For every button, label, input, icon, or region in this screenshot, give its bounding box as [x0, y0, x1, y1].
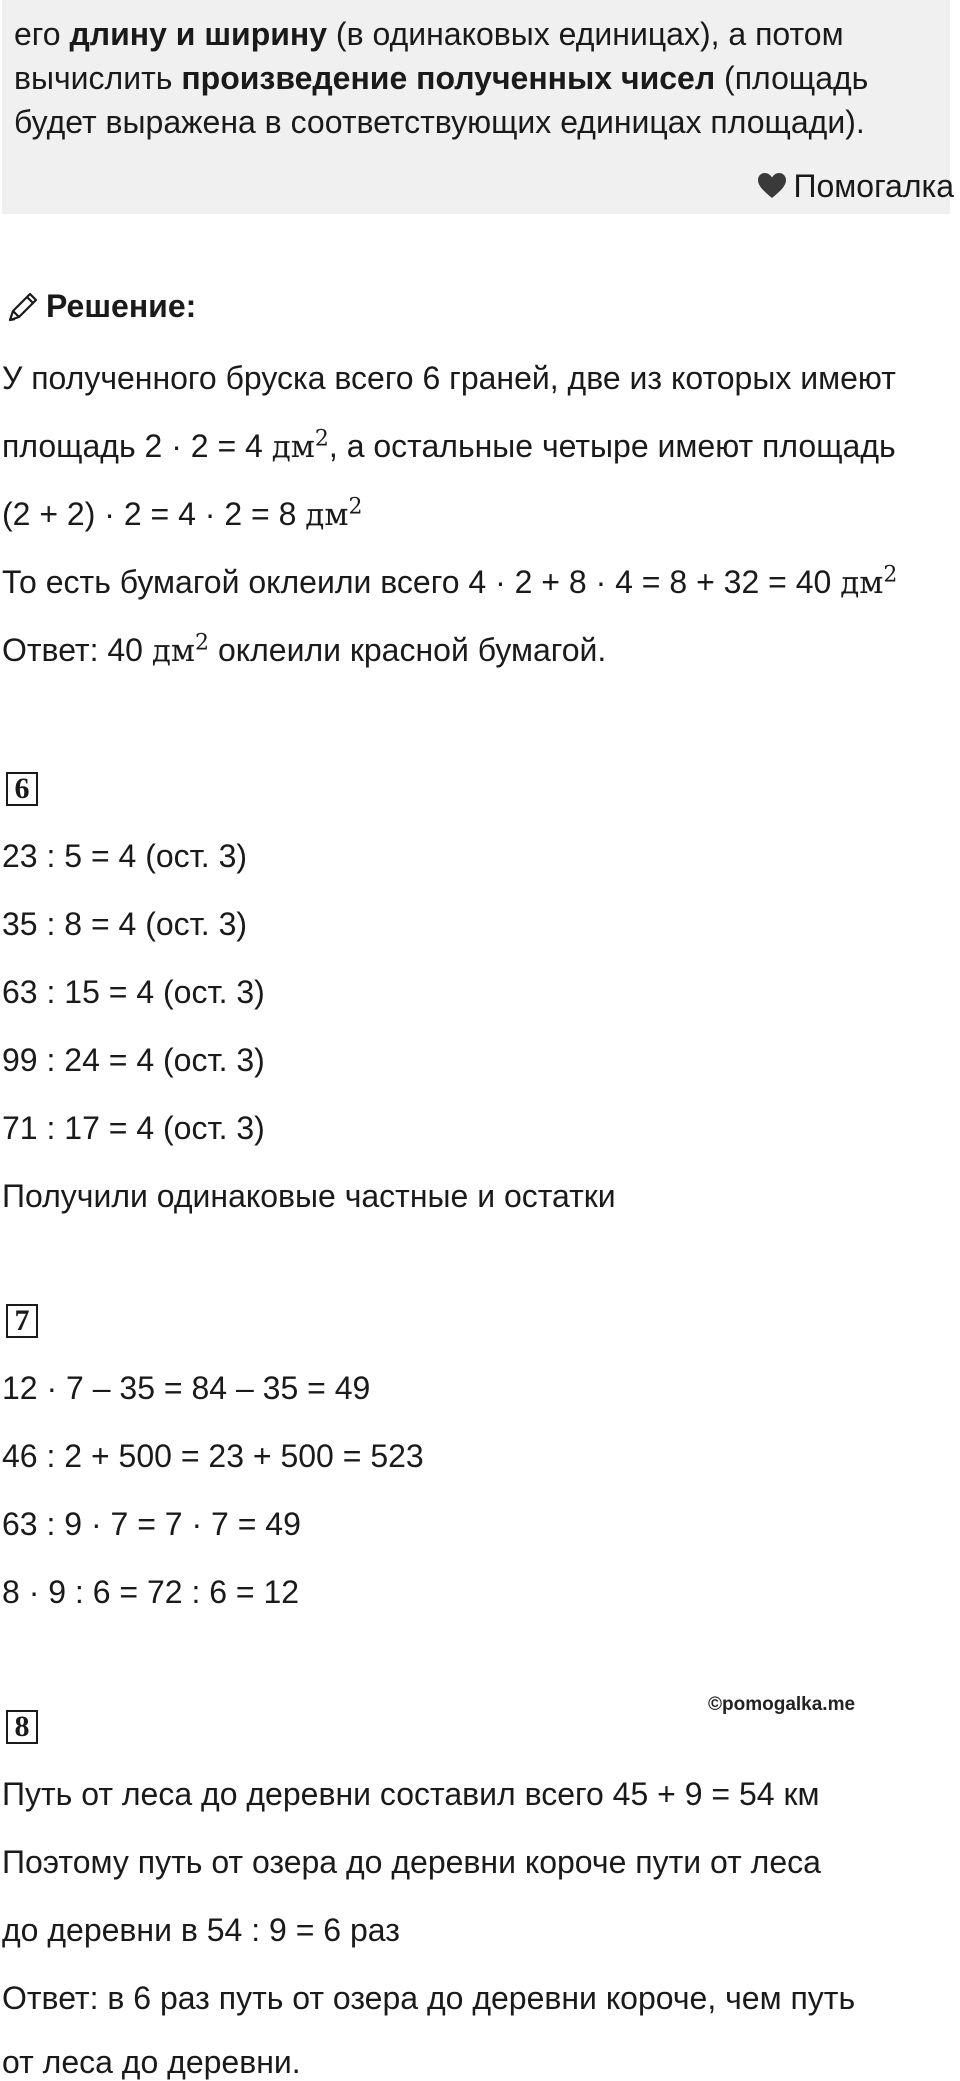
- unit-exp: 2: [348, 494, 363, 520]
- task8-line: Путь от леса до деревни составил всего 45 + 9 = 54 км: [2, 1776, 820, 1812]
- hint-line-3: будет выражена в соответствующих единицах площади).: [14, 104, 865, 140]
- task7-line: 12 · 7 – 35 = 84 – 35 = 49: [2, 1370, 371, 1406]
- solution-title: Решение:: [46, 288, 197, 324]
- unit-dm: дм: [305, 497, 349, 533]
- brand-label: Помогалка: [793, 168, 954, 204]
- hint-l1a: его: [14, 16, 70, 52]
- watermark: ©pomogalka.me: [708, 1694, 856, 1715]
- hint-line-2: [14, 56, 938, 100]
- task6-line: Получили одинаковые частные и остатки: [2, 1178, 616, 1214]
- brand: [757, 164, 954, 208]
- hint-l1c: (в одинаковых единицах), а потом: [327, 16, 844, 52]
- task8-line: Поэтому путь от озера до деревни короче пути от леса: [2, 1844, 821, 1880]
- sol-l5a: Ответ: 40: [2, 632, 152, 668]
- pencil-icon: [6, 290, 40, 324]
- sol-l2b: , а остальные четыре имеют площадь: [328, 428, 896, 464]
- unit-dm: дм: [840, 565, 884, 601]
- task7-line: 46 : 2 + 500 = 23 + 500 = 523: [2, 1438, 424, 1474]
- sol-l3a: (2 + 2) · 2 = 4 · 2 = 8: [2, 496, 306, 532]
- task6-line: 99 : 24 = 4 (ост. 3): [2, 1042, 265, 1078]
- task7-line: 63 : 9 · 7 = 7 · 7 = 49: [2, 1506, 301, 1542]
- solution-line-3: [2, 492, 362, 537]
- hint-l2c: (площадь: [715, 60, 869, 96]
- task6-line: 71 : 17 = 4 (ост. 3): [2, 1110, 265, 1146]
- task8-line: от леса до деревни.: [2, 2044, 301, 2080]
- task7-line: 8 · 9 : 6 = 72 : 6 = 12: [2, 1574, 300, 1610]
- unit-exp: 2: [883, 562, 898, 588]
- task6-line: 35 : 8 = 4 (ост. 3): [2, 906, 248, 942]
- task6-line: 63 : 15 = 4 (ост. 3): [2, 974, 265, 1010]
- unit-exp: 2: [195, 630, 210, 656]
- sol-l4a: То есть бумагой оклеили всего 4 · 2 + 8 · 4 = 8 + 32 = 40: [2, 564, 841, 600]
- task6-line: 23 : 5 = 4 (ост. 3): [2, 838, 248, 874]
- sol-l5b: оклеили красной бумагой.: [209, 632, 607, 668]
- task-number-6: 6: [6, 772, 38, 806]
- sol-l2a: площадь 2 · 2 = 4: [2, 428, 272, 464]
- task8-line: Ответ: в 6 раз путь от озера до деревни короче, чем путь: [2, 1980, 856, 2016]
- unit-dm: дм: [271, 429, 315, 465]
- solution-line-1: У полученного бруска всего 6 граней, две из которых имеют: [2, 360, 896, 396]
- solution-line-4: [2, 560, 897, 605]
- task-number-7: 7: [6, 1304, 38, 1338]
- hint-l2a: вычислить: [14, 60, 182, 96]
- task-number-8: 8: [6, 1710, 38, 1744]
- hint-l1b: длину и ширину: [69, 16, 328, 52]
- heart-icon: [757, 172, 787, 200]
- solution-line-5: [2, 628, 606, 673]
- hint-text: [14, 12, 938, 144]
- hint-l2b: произведение полученных чисел: [181, 60, 716, 96]
- solution-heading: [6, 288, 196, 325]
- task8-line: до деревни в 54 : 9 = 6 раз: [2, 1912, 400, 1948]
- unit-exp: 2: [314, 426, 329, 452]
- hint-line-1: [14, 12, 938, 56]
- unit-dm: дм: [151, 633, 196, 669]
- solution-line-2: [2, 424, 896, 469]
